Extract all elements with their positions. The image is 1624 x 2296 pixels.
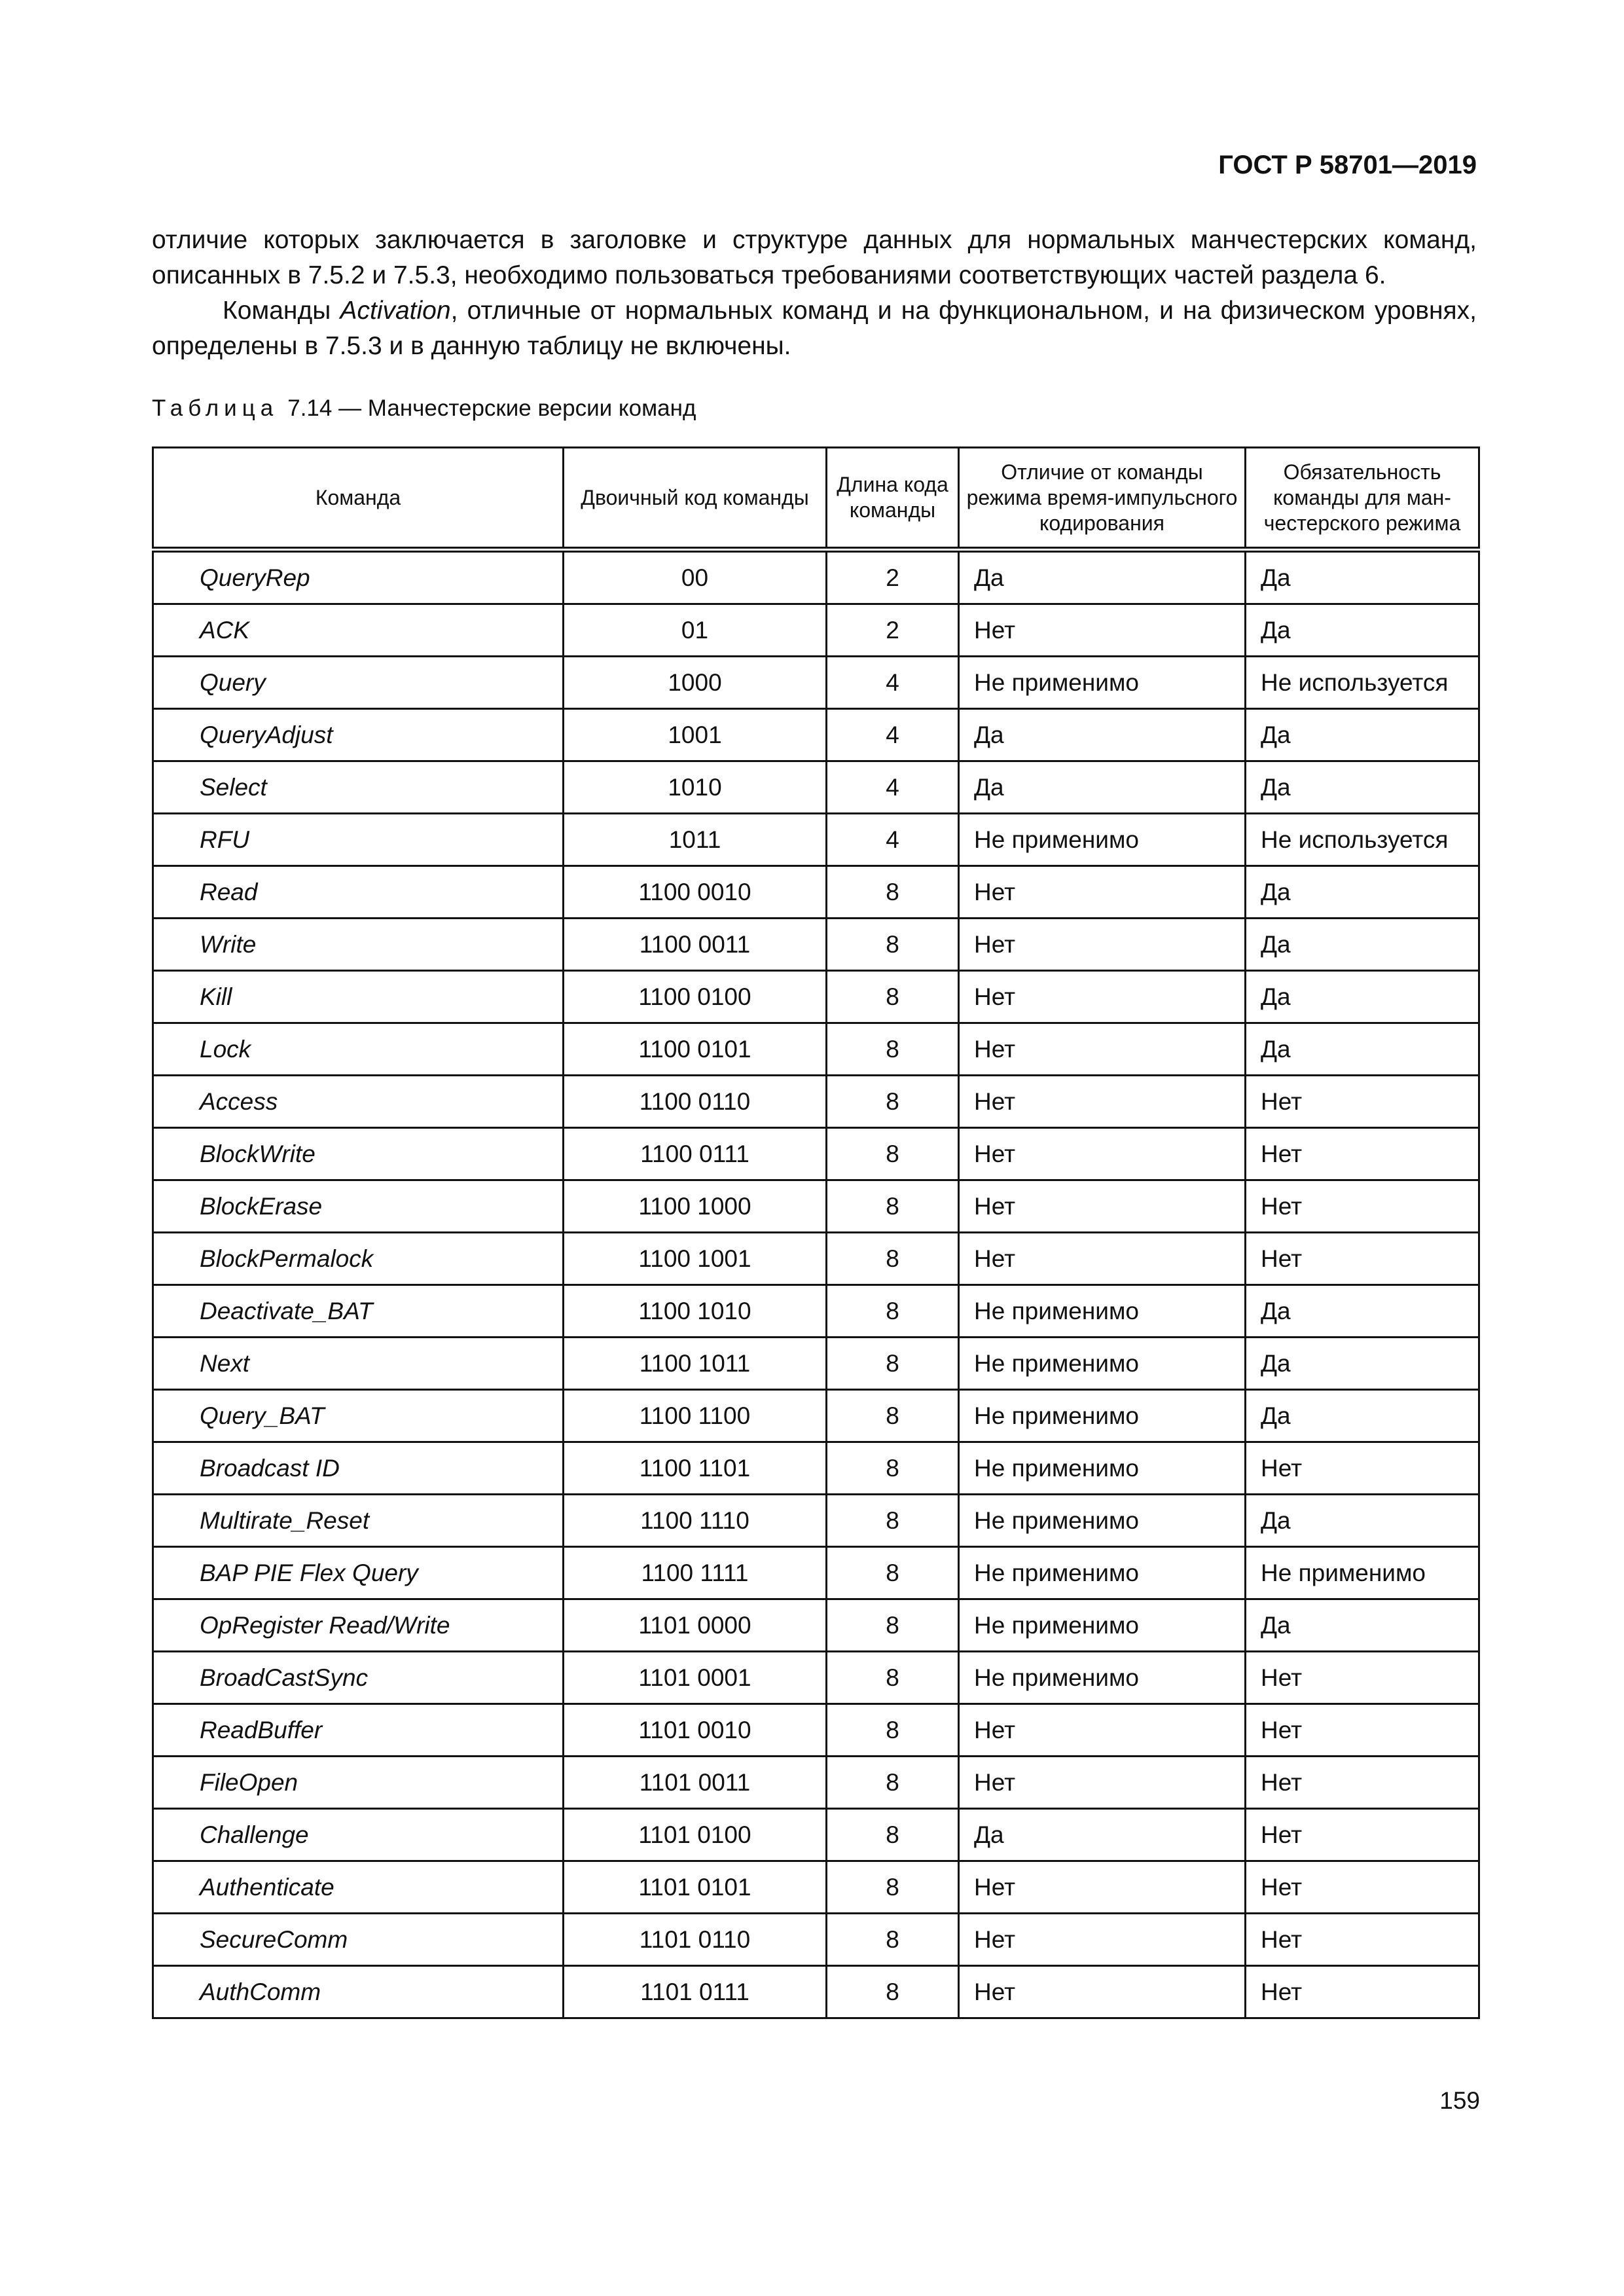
binary-code-cell: 01: [564, 604, 827, 657]
difference-cell: Нет: [959, 1128, 1246, 1180]
difference-cell: Не применимо: [959, 1652, 1246, 1704]
table-row: [153, 866, 1479, 919]
difference-cell: Да: [959, 550, 1246, 604]
command-cell: Deactivate_BAT: [153, 1285, 564, 1338]
binary-code-cell: 1101 0100: [564, 1809, 827, 1861]
command-cell: Authenticate: [153, 1861, 564, 1914]
difference-cell: Не применимо: [959, 657, 1246, 709]
code-length-cell: 2: [827, 550, 959, 604]
mandatory-cell: Не используется: [1246, 657, 1479, 709]
body-text: [152, 223, 1477, 364]
mandatory-cell: Да: [1246, 709, 1479, 761]
command-cell: Broadcast ID: [153, 1442, 564, 1495]
table-row: [153, 1704, 1479, 1757]
difference-cell: Нет: [959, 604, 1246, 657]
header-command: Команда: [153, 448, 564, 550]
command-cell: Access: [153, 1076, 564, 1128]
command-cell: Query: [153, 657, 564, 709]
table-body: [153, 550, 1479, 2018]
binary-code-cell: 1100 0010: [564, 866, 827, 919]
binary-code-cell: 1101 0000: [564, 1599, 827, 1652]
header-difference: Отличие от команды режима время-импульсного кодирования: [959, 448, 1246, 550]
binary-code-cell: 1100 0100: [564, 971, 827, 1023]
header-mandatory: Обязательность команды для ман-честерского режима: [1246, 448, 1479, 550]
table-row: [153, 919, 1479, 971]
command-cell: AuthComm: [153, 1966, 564, 2018]
mandatory-cell: Нет: [1246, 1757, 1479, 1809]
difference-cell: Да: [959, 1809, 1246, 1861]
mandatory-cell: Да: [1246, 919, 1479, 971]
mandatory-cell: Нет: [1246, 1704, 1479, 1757]
command-cell: Multirate_Reset: [153, 1495, 564, 1547]
binary-code-cell: 00: [564, 550, 827, 604]
code-length-cell: 8: [827, 1495, 959, 1547]
command-cell: FileOpen: [153, 1757, 564, 1809]
difference-cell: Не применимо: [959, 1390, 1246, 1442]
difference-cell: Нет: [959, 1757, 1246, 1809]
code-length-cell: 4: [827, 709, 959, 761]
command-cell: QueryRep: [153, 550, 564, 604]
binary-code-cell: 1001: [564, 709, 827, 761]
table-row: [153, 1652, 1479, 1704]
mandatory-cell: Нет: [1246, 1861, 1479, 1914]
command-cell: Challenge: [153, 1809, 564, 1861]
code-length-cell: 8: [827, 1233, 959, 1285]
binary-code-cell: 1100 1101: [564, 1442, 827, 1495]
table-row: [153, 709, 1479, 761]
table-caption-text: 7.14 — Манчестерские версии команд: [287, 395, 696, 421]
table-row: [153, 1599, 1479, 1652]
code-length-cell: 4: [827, 814, 959, 866]
binary-code-cell: 1100 0101: [564, 1023, 827, 1076]
code-length-cell: 8: [827, 1652, 959, 1704]
table-row: [153, 1809, 1479, 1861]
command-cell: ReadBuffer: [153, 1704, 564, 1757]
code-length-cell: 8: [827, 1128, 959, 1180]
code-length-cell: 8: [827, 1076, 959, 1128]
mandatory-cell: Да: [1246, 1390, 1479, 1442]
table-row: [153, 1076, 1479, 1128]
mandatory-cell: Нет: [1246, 1442, 1479, 1495]
command-cell: Lock: [153, 1023, 564, 1076]
mandatory-cell: Нет: [1246, 1233, 1479, 1285]
difference-cell: Нет: [959, 1180, 1246, 1233]
page-number: 159: [1439, 2087, 1480, 2114]
command-cell: Query_BAT: [153, 1390, 564, 1442]
code-length-cell: 8: [827, 1704, 959, 1757]
mandatory-cell: Не используется: [1246, 814, 1479, 866]
difference-cell: Нет: [959, 971, 1246, 1023]
difference-cell: Не применимо: [959, 814, 1246, 866]
table-row: [153, 1914, 1479, 1966]
mandatory-cell: Нет: [1246, 1076, 1479, 1128]
mandatory-cell: Нет: [1246, 1180, 1479, 1233]
mandatory-cell: Да: [1246, 761, 1479, 814]
paragraph-2-term: Activation: [340, 297, 451, 325]
binary-code-cell: 1100 0110: [564, 1076, 827, 1128]
difference-cell: Нет: [959, 1914, 1246, 1966]
table-row: [153, 971, 1479, 1023]
binary-code-cell: 1100 1000: [564, 1180, 827, 1233]
code-length-cell: 8: [827, 1180, 959, 1233]
table-caption-label: Таблица: [152, 395, 279, 421]
paragraph-1: отличие которых заключается в заголовке и структуре данных для нормальных манчестерских команд, описанных в 7.5.2 и 7.5.3, необходимо пользоваться требованиями соответствующих частей раздела 6.: [152, 226, 1477, 289]
table-row: [153, 1023, 1479, 1076]
command-cell: BlockPermalock: [153, 1233, 564, 1285]
table-row: [153, 1338, 1479, 1390]
code-length-cell: 8: [827, 1966, 959, 2018]
mandatory-cell: Да: [1246, 1338, 1479, 1390]
difference-cell: Не применимо: [959, 1599, 1246, 1652]
command-cell: BlockWrite: [153, 1128, 564, 1180]
table-row: [153, 1180, 1479, 1233]
binary-code-cell: 1100 1110: [564, 1495, 827, 1547]
difference-cell: Нет: [959, 1233, 1246, 1285]
binary-code-cell: 1101 0010: [564, 1704, 827, 1757]
document-id: ГОСТ Р 58701—2019: [1218, 151, 1477, 179]
table-row: [153, 1547, 1479, 1599]
difference-cell: Да: [959, 709, 1246, 761]
mandatory-cell: Да: [1246, 866, 1479, 919]
paragraph-2: [152, 293, 1477, 364]
binary-code-cell: 1100 1111: [564, 1547, 827, 1599]
table-row: [153, 761, 1479, 814]
command-cell: RFU: [153, 814, 564, 866]
command-cell: Select: [153, 761, 564, 814]
mandatory-cell: Да: [1246, 1285, 1479, 1338]
mandatory-cell: Да: [1246, 1495, 1479, 1547]
binary-code-cell: 1100 0011: [564, 919, 827, 971]
code-length-cell: 8: [827, 1285, 959, 1338]
command-cell: ACK: [153, 604, 564, 657]
code-length-cell: 8: [827, 1757, 959, 1809]
code-length-cell: 8: [827, 1442, 959, 1495]
command-cell: QueryAdjust: [153, 709, 564, 761]
command-cell: Write: [153, 919, 564, 971]
binary-code-cell: 1100 1010: [564, 1285, 827, 1338]
binary-code-cell: 1101 0011: [564, 1757, 827, 1809]
table-row: [153, 1233, 1479, 1285]
command-cell: Read: [153, 866, 564, 919]
code-length-cell: 8: [827, 1338, 959, 1390]
command-cell: BAP PIE Flex Query: [153, 1547, 564, 1599]
difference-cell: Нет: [959, 1704, 1246, 1757]
difference-cell: Не применимо: [959, 1338, 1246, 1390]
header-binary-code: Двоичный код команды: [564, 448, 827, 550]
code-length-cell: 8: [827, 971, 959, 1023]
mandatory-cell: Да: [1246, 550, 1479, 604]
table-header-row: [153, 448, 1479, 550]
code-length-cell: 8: [827, 1547, 959, 1599]
binary-code-cell: 1000: [564, 657, 827, 709]
mandatory-cell: Нет: [1246, 1652, 1479, 1704]
difference-cell: Не применимо: [959, 1495, 1246, 1547]
binary-code-cell: 1010: [564, 761, 827, 814]
header-code-length: Длина кода команды: [827, 448, 959, 550]
mandatory-cell: Нет: [1246, 1966, 1479, 2018]
difference-cell: Нет: [959, 866, 1246, 919]
binary-code-cell: 1101 0101: [564, 1861, 827, 1914]
table-row: [153, 1495, 1479, 1547]
mandatory-cell: Да: [1246, 1023, 1479, 1076]
code-length-cell: 8: [827, 1809, 959, 1861]
difference-cell: Нет: [959, 919, 1246, 971]
mandatory-cell: Да: [1246, 971, 1479, 1023]
command-cell: Next: [153, 1338, 564, 1390]
command-cell: BroadCastSync: [153, 1652, 564, 1704]
table-row: [153, 1128, 1479, 1180]
difference-cell: Не применимо: [959, 1442, 1246, 1495]
command-cell: OpRegister Read/Write: [153, 1599, 564, 1652]
mandatory-cell: Не применимо: [1246, 1547, 1479, 1599]
code-length-cell: 8: [827, 1023, 959, 1076]
table-row: [153, 604, 1479, 657]
binary-code-cell: 1101 0001: [564, 1652, 827, 1704]
mandatory-cell: Да: [1246, 604, 1479, 657]
difference-cell: Нет: [959, 1076, 1246, 1128]
table-row: [153, 550, 1479, 604]
difference-cell: Нет: [959, 1966, 1246, 2018]
code-length-cell: 8: [827, 1914, 959, 1966]
table-row: [153, 1861, 1479, 1914]
table-row: [153, 814, 1479, 866]
command-cell: SecureComm: [153, 1914, 564, 1966]
code-length-cell: 8: [827, 1599, 959, 1652]
table-row: [153, 1442, 1479, 1495]
mandatory-cell: Нет: [1246, 1128, 1479, 1180]
binary-code-cell: 1100 1001: [564, 1233, 827, 1285]
difference-cell: Нет: [959, 1861, 1246, 1914]
mandatory-cell: Нет: [1246, 1914, 1479, 1966]
table-caption: [152, 395, 696, 422]
code-length-cell: 2: [827, 604, 959, 657]
code-length-cell: 8: [827, 866, 959, 919]
command-cell: BlockErase: [153, 1180, 564, 1233]
table-row: [153, 657, 1479, 709]
difference-cell: Не применимо: [959, 1285, 1246, 1338]
code-length-cell: 4: [827, 657, 959, 709]
binary-code-cell: 1100 1011: [564, 1338, 827, 1390]
mandatory-cell: Нет: [1246, 1809, 1479, 1861]
table-row: [153, 1757, 1479, 1809]
paragraph-2-start: Команды: [223, 297, 340, 325]
paragraph-2-end: , отличные от нормальных команд и на функциональном, и на физическом уровнях, определены в 7.5.3 и в данную таблицу не включены.: [152, 297, 1477, 360]
table-row: [153, 1285, 1479, 1338]
code-length-cell: 8: [827, 1861, 959, 1914]
table-row: [153, 1390, 1479, 1442]
difference-cell: Да: [959, 761, 1246, 814]
mandatory-cell: Да: [1246, 1599, 1479, 1652]
difference-cell: Нет: [959, 1023, 1246, 1076]
binary-code-cell: 1101 0111: [564, 1966, 827, 2018]
binary-code-cell: 1100 1100: [564, 1390, 827, 1442]
binary-code-cell: 1011: [564, 814, 827, 866]
commands-table: [152, 446, 1480, 2019]
difference-cell: Не применимо: [959, 1547, 1246, 1599]
binary-code-cell: 1101 0110: [564, 1914, 827, 1966]
code-length-cell: 8: [827, 1390, 959, 1442]
binary-code-cell: 1100 0111: [564, 1128, 827, 1180]
code-length-cell: 4: [827, 761, 959, 814]
code-length-cell: 8: [827, 919, 959, 971]
command-cell: Kill: [153, 971, 564, 1023]
table-row: [153, 1966, 1479, 2018]
